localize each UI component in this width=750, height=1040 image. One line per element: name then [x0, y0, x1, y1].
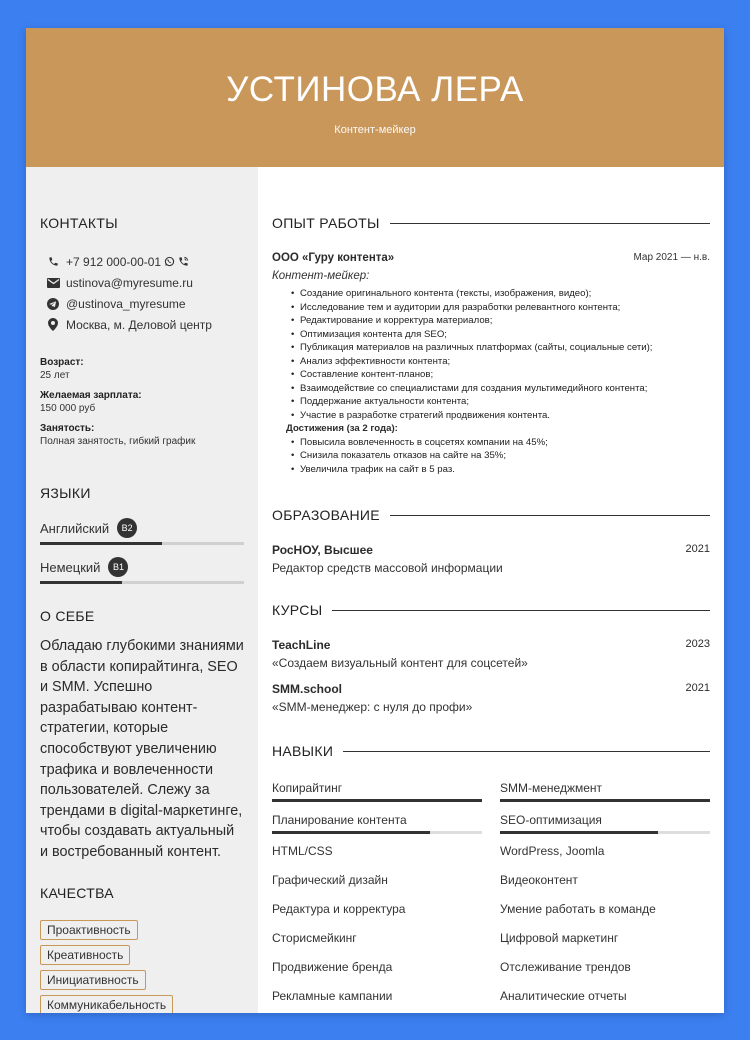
language-item [40, 517, 244, 545]
age-value: 25 лет [40, 370, 70, 381]
contact-email-text[interactable]: ustinova@myresume.ru [66, 275, 193, 290]
skill-item: WordPress, Joomla [500, 844, 605, 858]
candidate-role: Контент-мейкер [334, 124, 416, 136]
job-date: Мар 2021 — н.в. [633, 252, 710, 263]
achievement-item: • Повысила вовлеченность в соцсетях компании на 45%; [300, 436, 710, 450]
phone-icon [43, 256, 63, 267]
salary-block [40, 390, 244, 414]
language-level-badge: B2 [117, 518, 137, 538]
experience-title-text: ОПЫТ РАБОТЫ [272, 215, 380, 231]
contact-phone [40, 251, 244, 272]
skill-item: Сторисмейкинг [272, 931, 357, 945]
salary-label: Желаемая зарплата: [40, 390, 142, 401]
education-institution: РосНОУ, Высшее [272, 543, 373, 557]
skill-item: Рекламные кампании [272, 989, 393, 1003]
achievements-title: Достижения (за 2 года): [286, 423, 398, 434]
course-school: TeachLine [272, 638, 331, 652]
skill-item [272, 781, 482, 813]
courses-title [272, 602, 710, 618]
course-year: 2023 [685, 638, 710, 650]
viber-icon [178, 256, 189, 267]
location-pin-icon [43, 318, 63, 331]
languages-title: ЯЗЫКИ [40, 485, 91, 501]
language-level-badge: B1 [108, 557, 128, 577]
duty-item: • Создание оригинального контента (тексты, изображения, видео); [300, 287, 710, 301]
contact-location-text: Москва, м. Деловой центр [66, 317, 212, 332]
skill-name: SEO-оптимизация [500, 813, 602, 827]
quality-tag: Инициативность [40, 970, 146, 990]
job-duties [272, 287, 710, 422]
duty-item: • Участие в разработке стратегий продвижения контента. [300, 409, 710, 423]
language-name: Немецкий [40, 559, 101, 575]
duty-item: • Исследование тем и аудитории для разработки релевантного контента; [300, 301, 710, 315]
section-divider [390, 223, 710, 224]
duty-item: • Взаимодействие со специалистами для создания мультимедийного контента; [300, 382, 710, 396]
skill-item: Продвижение бренда [272, 960, 393, 974]
skill-item: Отслеживание трендов [500, 960, 631, 974]
skill-name: SMM-менеджмент [500, 781, 603, 795]
language-level-fill [40, 581, 122, 584]
skill-item [272, 813, 482, 844]
job-company: ООО «Гуру контента» [272, 252, 395, 264]
course-item [272, 638, 710, 670]
skills-title-text: НАВЫКИ [272, 743, 334, 759]
skill-level-bar [500, 831, 710, 834]
skills-grid [272, 781, 710, 1013]
skill-level-bar [272, 799, 482, 802]
duty-item: • Публикация материалов на различных платформах (сайты, социальные сети); [300, 341, 710, 355]
employment-value: Полная занятость, гибкий график [40, 436, 196, 447]
education-specialty: Редактор средств массовой информации [272, 561, 503, 575]
experience-title [272, 215, 710, 231]
skill-item: Графический дизайн [272, 873, 388, 887]
contact-location [40, 314, 244, 335]
section-divider [343, 751, 710, 752]
skill-item: Цифровой маркетинг [500, 931, 619, 945]
skill-level-bar [500, 799, 710, 802]
course-name: «SMM-менеджер: с нуля до профи» [272, 700, 473, 714]
courses-title-text: КУРСЫ [272, 602, 323, 618]
about-text: Обладаю глубокими знаниями в области копирайтинга, SEO и SMM. Успешно разрабатываю контент-стратегии, которые способствуют увеличению трафика и вовлеченности пользователей. Слежу за трендами в digital-маркетинге, чтобы создавать актуальный и востребованный контент. [40, 638, 244, 860]
quality-tag: Коммуникабельность [40, 995, 173, 1013]
duty-item: • Составление контент-планов; [300, 368, 710, 382]
skill-item [500, 781, 710, 813]
contact-email [40, 272, 244, 293]
education-title-text: ОБРАЗОВАНИЕ [272, 507, 380, 523]
employment-block [40, 423, 244, 447]
duty-item: • Оптимизация контента для SEO; [300, 328, 710, 342]
skill-item: Видеоконтент [500, 873, 578, 887]
employment-label: Занятость: [40, 423, 95, 434]
candidate-name: УСТИНОВА ЛЕРА [226, 70, 524, 109]
resume-header [26, 28, 724, 167]
duty-item: • Анализ эффективности контента; [300, 355, 710, 369]
about-title: О СЕБЕ [40, 608, 95, 624]
skill-item: Умение работать в команде [500, 902, 656, 916]
achievements-list [272, 436, 710, 477]
achievement-item: • Увеличила трафик на сайт в 5 раз. [300, 463, 710, 477]
salary-value: 150 000 руб [40, 403, 96, 414]
whatsapp-icon [164, 256, 175, 267]
contact-telegram-text[interactable]: @ustinova_myresume [66, 296, 186, 311]
job-position: Контент-мейкер: [272, 270, 370, 282]
language-name: Английский [40, 520, 110, 536]
duty-item: • Редактирование и корректура материалов; [300, 314, 710, 328]
course-school: SMM.school [272, 682, 343, 696]
main-content [258, 167, 724, 1013]
skill-item: HTML/CSS [272, 844, 333, 858]
language-level-fill [40, 542, 162, 545]
language-item [40, 556, 244, 584]
course-year: 2021 [685, 682, 710, 694]
skill-item [500, 813, 710, 844]
job-header [272, 252, 710, 264]
skill-level-fill [272, 799, 482, 802]
education-title [272, 507, 710, 523]
skill-name: Копирайтинг [272, 781, 343, 795]
quality-tag: Креативность [40, 945, 130, 965]
age-label: Возраст: [40, 357, 84, 368]
skill-level-fill [500, 831, 658, 834]
skill-name: Планирование контента [272, 813, 407, 827]
sidebar [26, 167, 258, 1013]
contact-phone-text[interactable]: +7 912 000-00-01 [66, 254, 162, 269]
quality-tag: Проактивность [40, 920, 138, 940]
skill-level-fill [272, 831, 430, 834]
qualities-title: КАЧЕСТВА [40, 884, 114, 901]
skills-title [272, 743, 710, 759]
qualities-list [40, 920, 244, 1013]
achievement-item: • Снизила показатель отказов на сайте на 35%; [300, 449, 710, 463]
skill-item: Редактура и корректура [272, 902, 406, 916]
contacts-list [40, 251, 244, 335]
skill-level-fill [500, 799, 710, 802]
age-block [40, 357, 244, 381]
envelope-icon [43, 278, 63, 288]
section-divider [390, 515, 710, 516]
education-header [272, 543, 710, 557]
language-level-bar [40, 542, 244, 545]
language-level-bar [40, 581, 244, 584]
education-year: 2021 [685, 543, 710, 555]
telegram-icon [43, 298, 63, 310]
skill-level-bar [272, 831, 482, 834]
contact-telegram [40, 293, 244, 314]
contacts-title: КОНТАКТЫ [40, 215, 118, 231]
skill-item: Аналитические отчеты [500, 989, 627, 1003]
course-name: «Создаем визуальный контент для соцсетей» [272, 656, 528, 670]
course-item [272, 682, 710, 714]
section-divider [332, 610, 710, 611]
resume-page [26, 28, 724, 1013]
duty-item: • Поддержание актуальности контента; [300, 395, 710, 409]
